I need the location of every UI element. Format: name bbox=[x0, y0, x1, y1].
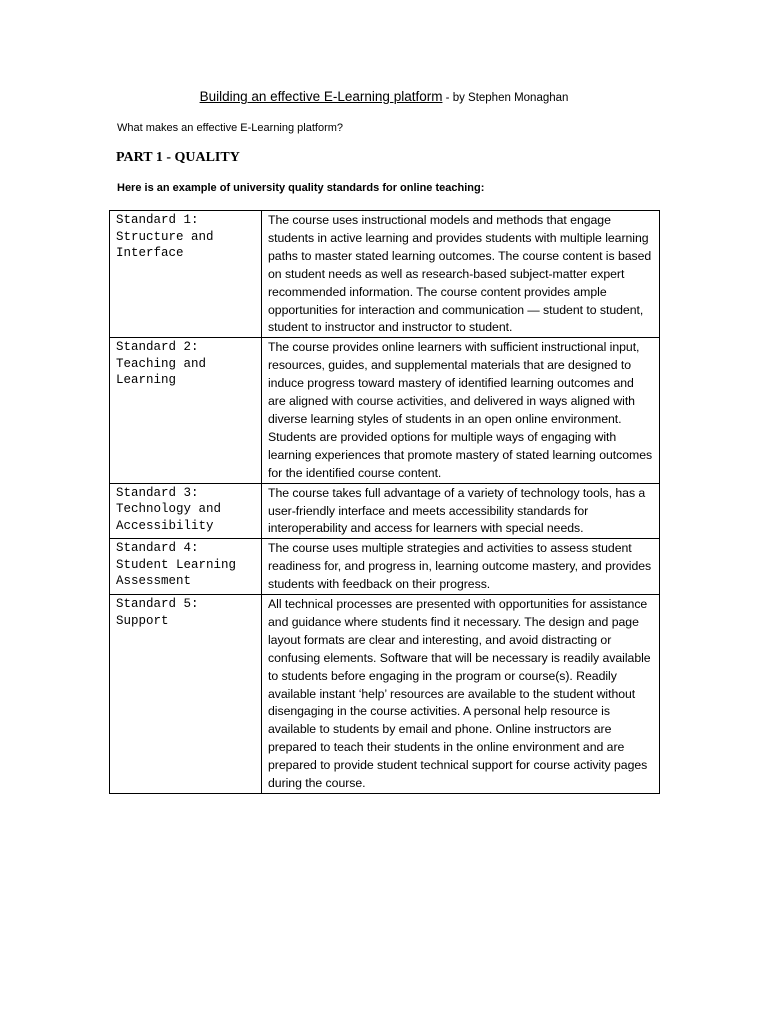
intro-text: Here is an example of university quality standards for online teaching: bbox=[117, 182, 485, 194]
document-author: - by Stephen Monaghan bbox=[442, 92, 569, 104]
standard-cell bbox=[110, 483, 262, 539]
standard-label: Standard 1: Structure and Interface bbox=[116, 213, 214, 260]
table-row bbox=[110, 338, 660, 483]
description-cell bbox=[262, 539, 660, 595]
standard-label: Standard 5: Support bbox=[116, 597, 199, 628]
table-row bbox=[110, 211, 660, 338]
standard-cell bbox=[110, 595, 262, 794]
lead-question: What makes an effective E-Learning platform? bbox=[117, 122, 344, 134]
standard-cell bbox=[110, 211, 262, 338]
standard-label: Standard 4: Student Learning Assessment bbox=[116, 541, 237, 589]
standard-description: The course uses instructional models and methods that engage students in active learning and provides students with multiple learning paths to master stated learning outcomes. The course content is based on student needs as well as research-based subject-matter expert recommended information. The course content provides ample opportunities for interaction and communication — student to student, student to instructor and instructor to student. bbox=[268, 213, 652, 335]
table-row bbox=[110, 483, 660, 539]
table-row bbox=[110, 539, 660, 595]
description-cell bbox=[262, 483, 660, 539]
document-title: Building an effective E-Learning platform bbox=[199, 89, 443, 104]
standard-description: All technical processes are presented with opportunities for assistance and guidance where students find it necessary. The design and page layout formats are clear and interesting, and avoid distracting or confusing elements. Software that will be necessary is readily available to students before engaging in the program or course(s). Readily available instant ‘help’ resources are available to the student without disengaging in the course activities. A personal help resource is available to students by email and phone. Online instructors are prepared to teach their students in the online environment and are prepared to provide student technical support for course activity pages during the course. bbox=[268, 597, 651, 791]
standard-label: Standard 2: Teaching and Learning bbox=[116, 340, 207, 388]
description-cell bbox=[262, 211, 660, 338]
part-heading: PART 1 - QUALITY bbox=[116, 150, 240, 165]
standard-cell bbox=[110, 338, 262, 483]
table-row bbox=[110, 595, 660, 794]
description-cell bbox=[262, 338, 660, 483]
standard-cell bbox=[110, 539, 262, 595]
standards-table bbox=[109, 210, 660, 794]
standard-description: The course provides online learners with sufficient instructional input, resources, guides, and supplemental materials that are designed to induce progress toward mastery of identified learning outcomes and are aligned with course activities, and delivered in ways aligned with diverse learning styles of students in an open online environment. Students are provided options for multiple ways of engaging with learning experiences that promote mastery of stated learning outcomes for the identified course content. bbox=[268, 340, 653, 480]
document-title-line bbox=[0, 88, 768, 107]
standard-description: The course uses multiple strategies and activities to assess student readiness for, and progress in, learning outcome mastery, and provides students with feedback on their progress. bbox=[268, 541, 652, 592]
description-cell bbox=[262, 595, 660, 794]
standard-label: Standard 3: Technology and Accessibility bbox=[116, 485, 222, 533]
standard-description: The course takes full advantage of a variety of technology tools, has a user-friendly interface and meets accessibility standards for interoperability and access for learners with special needs. bbox=[268, 485, 646, 536]
